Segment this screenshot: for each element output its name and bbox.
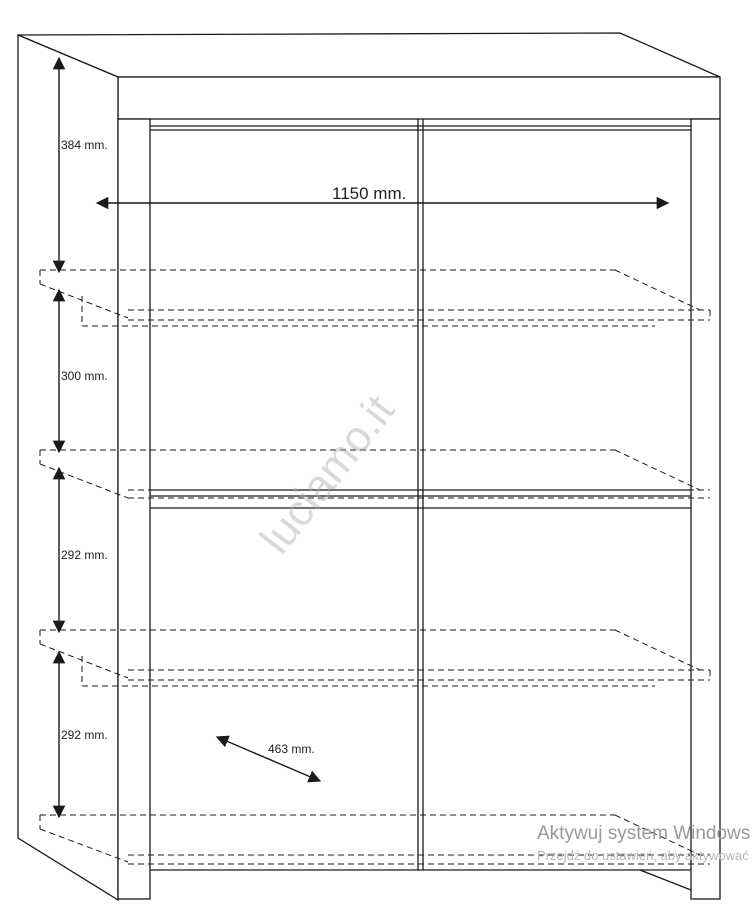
gap-label-1: 384 mm.	[61, 138, 108, 152]
gap-label-4: 292 mm.	[61, 728, 108, 742]
width-label: 1150 mm.	[332, 184, 407, 203]
left-side-panel	[18, 35, 118, 900]
windows-activation-title: Aktywuj system Windows	[537, 823, 751, 844]
gap-label-3: 292 mm.	[61, 548, 108, 562]
left-front-upright	[118, 119, 150, 899]
gap-label-2: 300 mm.	[61, 369, 108, 383]
windows-activation-subtitle: Przejdź do ustawień, aby aktywować	[537, 848, 749, 863]
site-watermark: luciamo.it	[251, 386, 405, 563]
top-panel-surface	[18, 33, 720, 77]
right-front-upright	[691, 119, 720, 899]
depth-label: 463 mm.	[268, 742, 315, 756]
top-panel-front	[118, 77, 720, 119]
